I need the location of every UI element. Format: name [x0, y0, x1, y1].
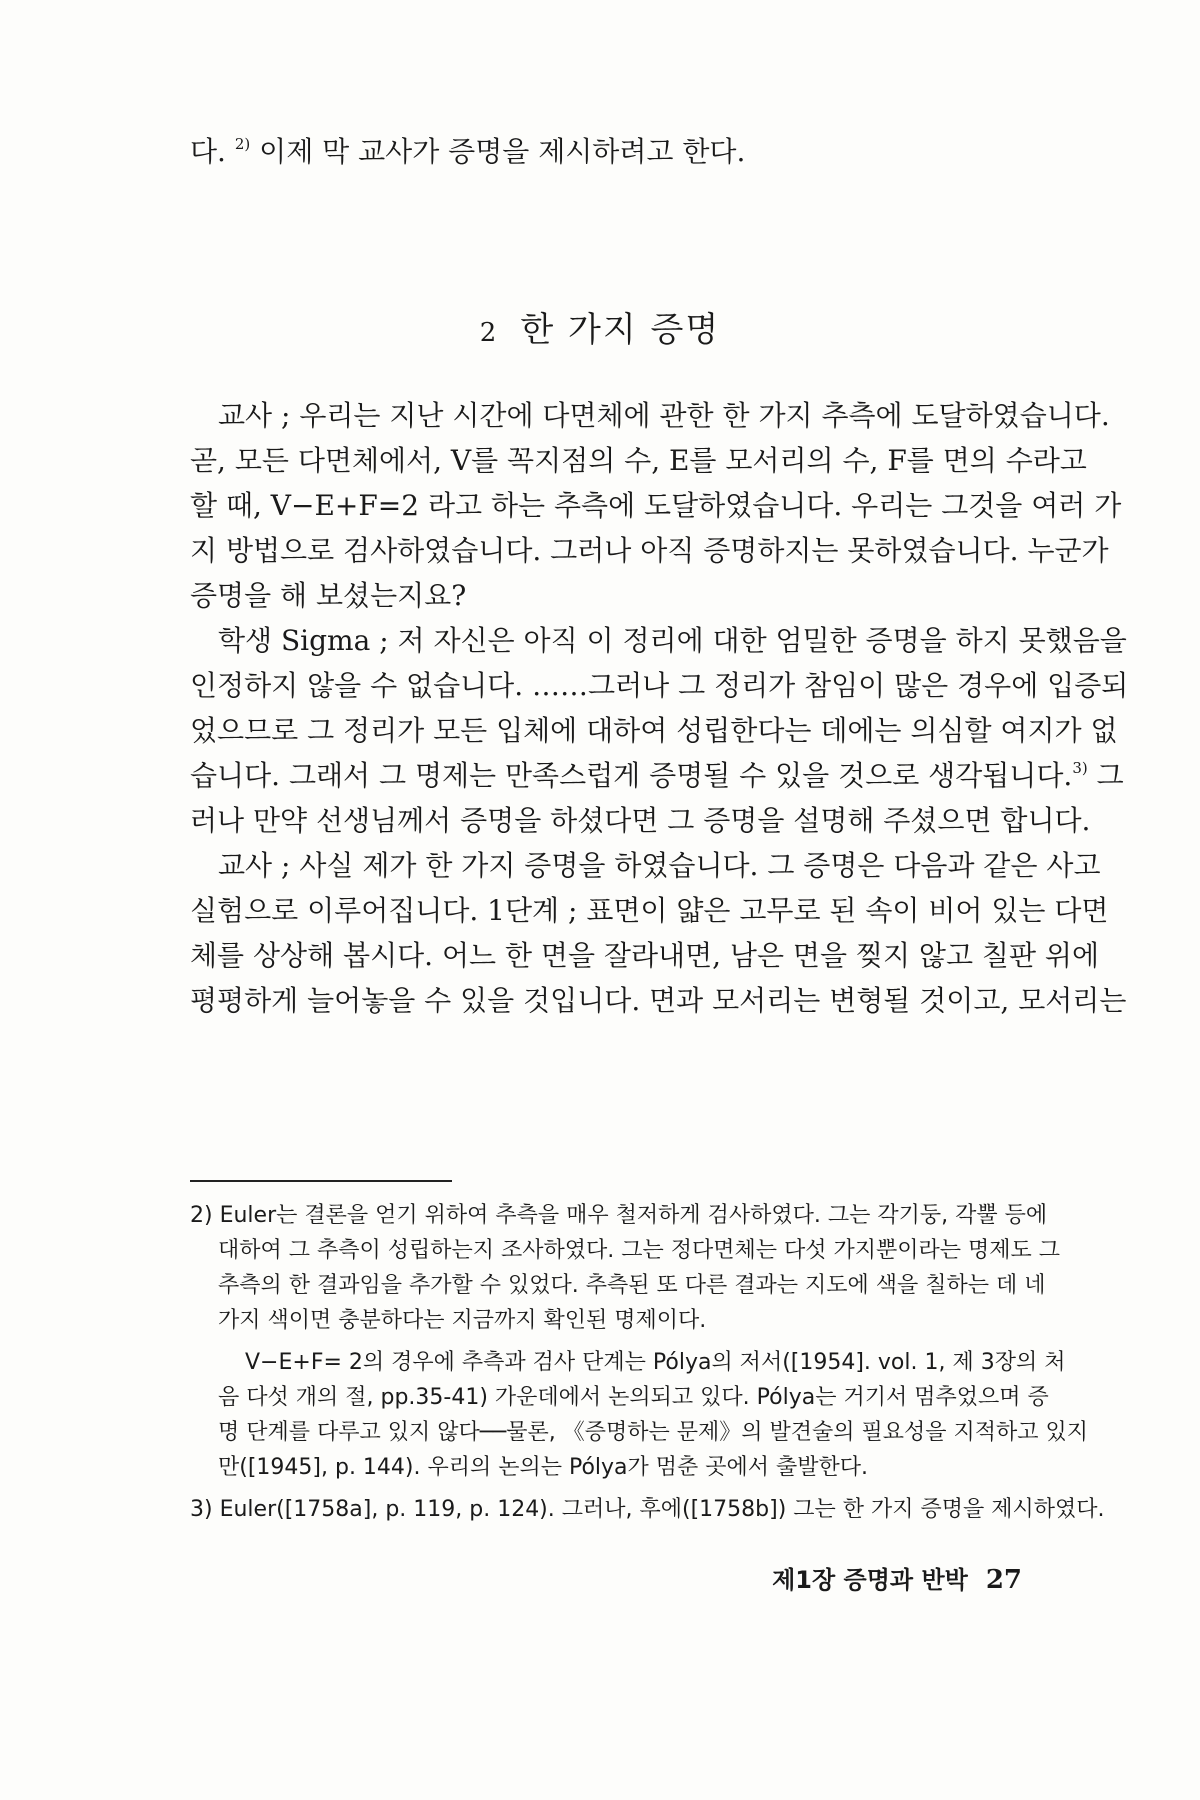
body-line: 었으므로 그 정리가 모든 입체에 대하여 성립한다는 데에는 의심할 여지가 없 [190, 714, 1118, 747]
section-number: 2 [479, 318, 499, 348]
footnote-line: 가지 색이면 충분하다는 지금까지 확인된 명제이다. [218, 1308, 707, 1333]
footnote-divider [190, 1180, 452, 1182]
page-number: 27 [985, 1565, 1022, 1595]
footnote-line: 대하여 그 추측이 성립하는지 조사하였다. 그는 정다면체는 다섯 가지뿐이라는 명제도 그 [218, 1238, 1060, 1263]
opening-text: 다. [190, 135, 235, 168]
body-text-tail: 그 [1087, 759, 1124, 792]
body-line: 증명을 해 보셨는지요? [190, 579, 467, 612]
body-line: 러나 만약 선생님께서 증명을 하셨다면 그 증명을 설명해 주셨으면 합니다. [190, 804, 1091, 837]
footnote-line: 2) Euler는 결론을 얻기 위하여 추측을 매우 철저하게 검사하였다. 그는 각기둥, 각뿔 등에 [190, 1203, 1048, 1228]
body-line: 실험으로 이루어집니다. 1단계 ; 표면이 얇은 고무로 된 속이 비어 있는 다면 [190, 894, 1109, 927]
chapter-title: 제1장 증명과 반박 [772, 1566, 968, 1594]
opening-line [190, 132, 1020, 172]
body-line: 할 때, V−E+F=2 라고 하는 추측에 도달하였습니다. 우리는 그것을 여러 가 [190, 489, 1122, 522]
footnote-line: 만([1945], p. 144). 우리의 논의는 Pólya가 멈춘 곳에서 출발한다. [218, 1455, 869, 1480]
body-line: 체를 상상해 봅시다. 어느 한 면을 잘라내면, 남은 면을 찢지 않고 칠판 위에 [190, 939, 1100, 972]
body-line-with-note [190, 756, 1124, 796]
footnote-line: V−E+F= 2의 경우에 추측과 검사 단계는 Pólya의 저서([1954]. vol. 1, 제 3장의 처 [245, 1350, 1066, 1375]
body-line: 교사 ; 우리는 지난 시간에 다면체에 관한 한 가지 추측에 도달하였습니다. [218, 399, 1110, 432]
body-line: 지 방법으로 검사하였습니다. 그러나 아직 증명하지는 못하였습니다. 누군가 [190, 534, 1109, 567]
body-line: 교사 ; 사실 제가 한 가지 증명을 하였습니다. 그 증명은 다음과 같은 사고 [218, 849, 1101, 882]
footnote-line: 명 단계를 다루고 있지 않다──물론, 《증명하는 문제》의 발견술의 필요성을 지적하고 있지 [218, 1420, 1088, 1445]
footnote-ref-2: 2) [234, 135, 251, 153]
body-line: 곧, 모든 다면체에서, V를 꼭지점의 수, E를 모서리의 수, F를 면의 수라고 [190, 444, 1087, 477]
footnote-line: 음 다섯 개의 절, pp.35-41) 가운데에서 논의되고 있다. Pólya는 거기서 멈추었으며 증 [218, 1385, 1049, 1410]
body-line: 인정하지 않을 수 없습니다. ……그러나 그 정리가 참임이 많은 경우에 입증되 [190, 669, 1129, 702]
body-line: 평평하게 늘어놓을 수 있을 것입니다. 면과 모서리는 변형될 것이고, 모서리는 [190, 984, 1127, 1017]
body-text: 습니다. 그래서 그 명제는 만족스럽게 증명될 수 있을 것으로 생각됩니다. [190, 759, 1073, 792]
body-line: 학생 Sigma ; 저 자신은 아직 이 정리에 대한 엄밀한 증명을 하지 못했음을 [218, 624, 1127, 657]
page-footer [772, 1560, 1022, 1595]
footnote-ref-3: 3) [1072, 759, 1088, 777]
section-heading [0, 302, 1200, 351]
section-title: 한 가지 증명 [520, 310, 721, 350]
footnote-line: 3) Euler([1758a], p. 119, p. 124). 그러나, 후에([1758b]) 그는 한 가지 증명을 제시하였다. [190, 1497, 1105, 1522]
footnote-line: 추측의 한 결과임을 추가할 수 있었다. 추측된 또 다른 결과는 지도에 색을 칠하는 데 네 [218, 1273, 1046, 1298]
opening-rest: 이제 막 교사가 증명을 제시하려고 한다. [250, 135, 746, 168]
